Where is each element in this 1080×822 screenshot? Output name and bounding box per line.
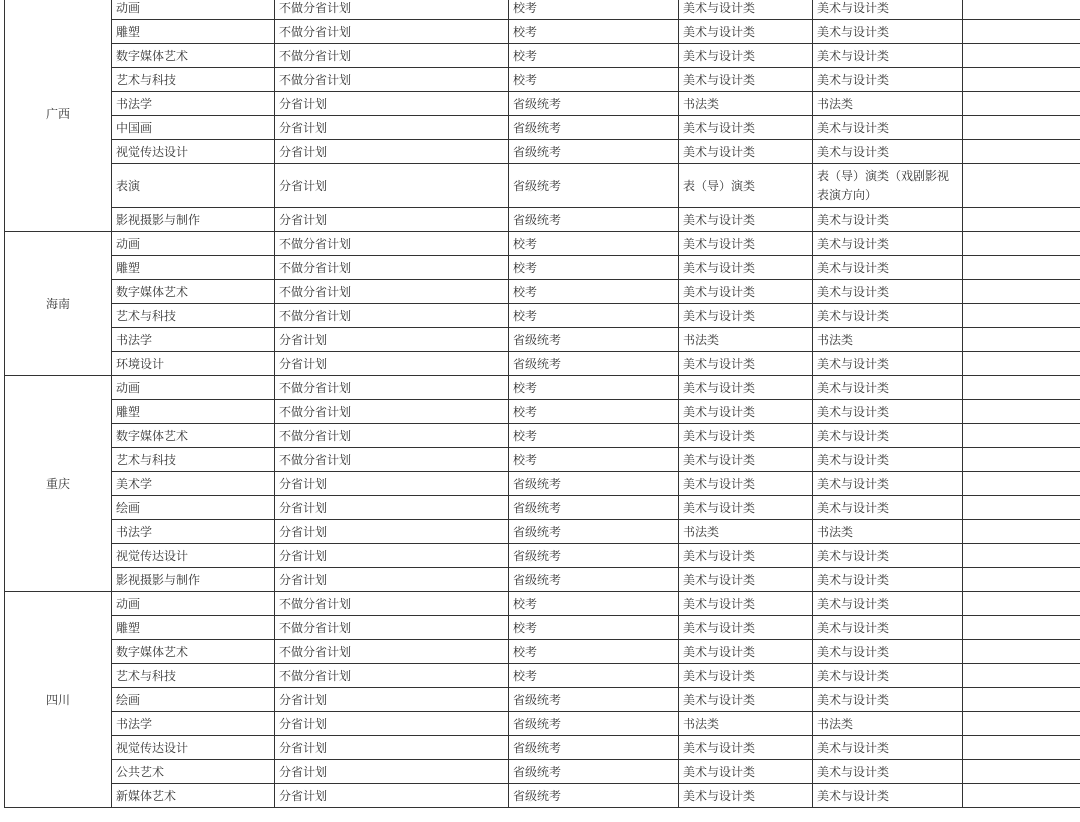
remarks-cell: [963, 376, 1080, 400]
table-row: [5, 760, 1080, 784]
exam-type-cell: 校考: [509, 68, 679, 92]
exam-category-cell: 书法类: [679, 520, 813, 544]
plan-type-cell: 分省计划: [275, 208, 509, 232]
remarks-cell: [963, 304, 1080, 328]
remarks-cell: [963, 400, 1080, 424]
subject-category-cell: 美术与设计类: [813, 496, 963, 520]
exam-type-cell: 省级统考: [509, 496, 679, 520]
admission-plan-table: [4, 0, 1080, 808]
plan-type-cell: 不做分省计划: [275, 640, 509, 664]
plan-type-cell: 不做分省计划: [275, 256, 509, 280]
table-row: [5, 736, 1080, 760]
table-row: [5, 472, 1080, 496]
exam-category-cell: 美术与设计类: [679, 44, 813, 68]
major-cell: 动画: [112, 232, 275, 256]
plan-type-cell: 分省计划: [275, 116, 509, 140]
plan-type-cell: 分省计划: [275, 328, 509, 352]
subject-category-cell: 美术与设计类: [813, 640, 963, 664]
subject-category-cell: 美术与设计类: [813, 352, 963, 376]
plan-type-cell: 分省计划: [275, 164, 509, 208]
major-cell: 动画: [112, 592, 275, 616]
table-row: [5, 688, 1080, 712]
exam-type-cell: 校考: [509, 0, 679, 20]
remarks-cell: [963, 760, 1080, 784]
exam-type-cell: 省级统考: [509, 472, 679, 496]
subject-category-cell: 美术与设计类: [813, 400, 963, 424]
exam-type-cell: 校考: [509, 616, 679, 640]
table-row: [5, 784, 1080, 808]
exam-category-cell: 美术与设计类: [679, 208, 813, 232]
exam-category-cell: 美术与设计类: [679, 140, 813, 164]
remarks-cell: [963, 736, 1080, 760]
exam-type-cell: 校考: [509, 256, 679, 280]
remarks-cell: [963, 520, 1080, 544]
table-row: [5, 520, 1080, 544]
plan-type-cell: 分省计划: [275, 472, 509, 496]
exam-category-cell: 美术与设计类: [679, 256, 813, 280]
major-cell: 绘画: [112, 496, 275, 520]
exam-category-cell: 美术与设计类: [679, 688, 813, 712]
plan-type-cell: 分省计划: [275, 736, 509, 760]
exam-type-cell: 校考: [509, 20, 679, 44]
major-cell: 美术学: [112, 472, 275, 496]
major-cell: 表演: [112, 164, 275, 208]
table-row: [5, 116, 1080, 140]
subject-category-cell: 美术与设计类: [813, 376, 963, 400]
remarks-cell: [963, 664, 1080, 688]
table-row: [5, 352, 1080, 376]
plan-type-cell: 分省计划: [275, 712, 509, 736]
remarks-cell: [963, 92, 1080, 116]
major-cell: 动画: [112, 0, 275, 20]
exam-type-cell: 校考: [509, 640, 679, 664]
plan-type-cell: 分省计划: [275, 544, 509, 568]
table-row: [5, 256, 1080, 280]
plan-type-cell: 不做分省计划: [275, 232, 509, 256]
table-row: [5, 280, 1080, 304]
table-row: [5, 616, 1080, 640]
plan-type-cell: 分省计划: [275, 496, 509, 520]
exam-type-cell: 省级统考: [509, 208, 679, 232]
exam-type-cell: 省级统考: [509, 520, 679, 544]
major-cell: 书法学: [112, 712, 275, 736]
remarks-cell: [963, 712, 1080, 736]
plan-type-cell: 不做分省计划: [275, 68, 509, 92]
plan-type-cell: 不做分省计划: [275, 400, 509, 424]
exam-type-cell: 校考: [509, 44, 679, 68]
plan-type-cell: 分省计划: [275, 140, 509, 164]
major-cell: 雕塑: [112, 616, 275, 640]
remarks-cell: [963, 784, 1080, 808]
subject-category-cell: 书法类: [813, 520, 963, 544]
table-row: [5, 164, 1080, 208]
subject-category-cell: 美术与设计类: [813, 0, 963, 20]
exam-type-cell: 省级统考: [509, 140, 679, 164]
table-row: [5, 68, 1080, 92]
subject-category-cell: 美术与设计类: [813, 140, 963, 164]
exam-category-cell: 美术与设计类: [679, 664, 813, 688]
major-cell: 绘画: [112, 688, 275, 712]
major-cell: 数字媒体艺术: [112, 640, 275, 664]
exam-category-cell: 美术与设计类: [679, 496, 813, 520]
major-cell: 雕塑: [112, 256, 275, 280]
remarks-cell: [963, 472, 1080, 496]
remarks-cell: [963, 568, 1080, 592]
exam-category-cell: 美术与设计类: [679, 280, 813, 304]
exam-type-cell: 校考: [509, 448, 679, 472]
exam-category-cell: 书法类: [679, 712, 813, 736]
table-row: [5, 376, 1080, 400]
exam-type-cell: 省级统考: [509, 352, 679, 376]
plan-type-cell: 不做分省计划: [275, 376, 509, 400]
exam-category-cell: 美术与设计类: [679, 592, 813, 616]
subject-category-cell: 书法类: [813, 92, 963, 116]
subject-category-cell: 美术与设计类: [813, 592, 963, 616]
plan-type-cell: 分省计划: [275, 760, 509, 784]
remarks-cell: [963, 688, 1080, 712]
exam-type-cell: 校考: [509, 400, 679, 424]
plan-type-cell: 分省计划: [275, 784, 509, 808]
subject-category-cell: 美术与设计类: [813, 688, 963, 712]
major-cell: 视觉传达设计: [112, 140, 275, 164]
plan-type-cell: 不做分省计划: [275, 0, 509, 20]
exam-category-cell: 美术与设计类: [679, 68, 813, 92]
exam-category-cell: 美术与设计类: [679, 544, 813, 568]
table-row: [5, 424, 1080, 448]
plan-type-cell: 分省计划: [275, 520, 509, 544]
subject-category-cell: 美术与设计类: [813, 472, 963, 496]
major-cell: 书法学: [112, 520, 275, 544]
exam-type-cell: 省级统考: [509, 736, 679, 760]
remarks-cell: [963, 20, 1080, 44]
exam-category-cell: 美术与设计类: [679, 304, 813, 328]
major-cell: 新媒体艺术: [112, 784, 275, 808]
exam-type-cell: 省级统考: [509, 760, 679, 784]
exam-type-cell: 省级统考: [509, 688, 679, 712]
remarks-cell: [963, 424, 1080, 448]
major-cell: 影视摄影与制作: [112, 568, 275, 592]
exam-type-cell: 校考: [509, 232, 679, 256]
remarks-cell: [963, 68, 1080, 92]
exam-category-cell: 美术与设计类: [679, 568, 813, 592]
exam-category-cell: 书法类: [679, 92, 813, 116]
remarks-cell: [963, 208, 1080, 232]
plan-type-cell: 分省计划: [275, 568, 509, 592]
remarks-cell: [963, 232, 1080, 256]
major-cell: 书法学: [112, 328, 275, 352]
subject-category-cell: 表（导）演类（戏剧影视表演方向）: [813, 164, 963, 208]
exam-category-cell: 美术与设计类: [679, 472, 813, 496]
remarks-cell: [963, 592, 1080, 616]
exam-type-cell: 校考: [509, 376, 679, 400]
remarks-cell: [963, 256, 1080, 280]
plan-type-cell: 不做分省计划: [275, 448, 509, 472]
table-row: [5, 640, 1080, 664]
exam-category-cell: 美术与设计类: [679, 424, 813, 448]
major-cell: 环境设计: [112, 352, 275, 376]
exam-category-cell: 美术与设计类: [679, 736, 813, 760]
table-row: [5, 400, 1080, 424]
exam-category-cell: 美术与设计类: [679, 116, 813, 140]
major-cell: 视觉传达设计: [112, 736, 275, 760]
remarks-cell: [963, 140, 1080, 164]
remarks-cell: [963, 164, 1080, 208]
table-row: [5, 140, 1080, 164]
subject-category-cell: 美术与设计类: [813, 544, 963, 568]
province-cell: 四川: [5, 592, 112, 808]
exam-type-cell: 省级统考: [509, 568, 679, 592]
exam-category-cell: 美术与设计类: [679, 0, 813, 20]
plan-type-cell: 不做分省计划: [275, 304, 509, 328]
subject-category-cell: 美术与设计类: [813, 760, 963, 784]
province-cell: 海南: [5, 232, 112, 376]
table-row: [5, 328, 1080, 352]
subject-category-cell: 美术与设计类: [813, 424, 963, 448]
plan-type-cell: 分省计划: [275, 352, 509, 376]
table-row: [5, 568, 1080, 592]
plan-type-cell: 分省计划: [275, 688, 509, 712]
plan-type-cell: 不做分省计划: [275, 20, 509, 44]
table-row: [5, 20, 1080, 44]
exam-category-cell: 美术与设计类: [679, 760, 813, 784]
major-cell: 雕塑: [112, 400, 275, 424]
subject-category-cell: 美术与设计类: [813, 116, 963, 140]
major-cell: 中国画: [112, 116, 275, 140]
remarks-cell: [963, 280, 1080, 304]
province-cell: 广西: [5, 0, 112, 232]
subject-category-cell: 书法类: [813, 328, 963, 352]
exam-category-cell: 美术与设计类: [679, 400, 813, 424]
table-row: [5, 232, 1080, 256]
major-cell: 数字媒体艺术: [112, 280, 275, 304]
subject-category-cell: 美术与设计类: [813, 280, 963, 304]
table-row: [5, 0, 1080, 20]
subject-category-cell: 美术与设计类: [813, 20, 963, 44]
subject-category-cell: 美术与设计类: [813, 784, 963, 808]
subject-category-cell: 美术与设计类: [813, 68, 963, 92]
subject-category-cell: 美术与设计类: [813, 736, 963, 760]
exam-type-cell: 省级统考: [509, 164, 679, 208]
remarks-cell: [963, 328, 1080, 352]
exam-type-cell: 省级统考: [509, 784, 679, 808]
major-cell: 艺术与科技: [112, 448, 275, 472]
major-cell: 公共艺术: [112, 760, 275, 784]
major-cell: 影视摄影与制作: [112, 208, 275, 232]
major-cell: 动画: [112, 376, 275, 400]
plan-type-cell: 不做分省计划: [275, 664, 509, 688]
major-cell: 书法学: [112, 92, 275, 116]
major-cell: 数字媒体艺术: [112, 44, 275, 68]
major-cell: 艺术与科技: [112, 304, 275, 328]
remarks-cell: [963, 44, 1080, 68]
exam-type-cell: 校考: [509, 592, 679, 616]
subject-category-cell: 美术与设计类: [813, 448, 963, 472]
exam-type-cell: 省级统考: [509, 328, 679, 352]
major-cell: 雕塑: [112, 20, 275, 44]
remarks-cell: [963, 496, 1080, 520]
exam-type-cell: 校考: [509, 280, 679, 304]
exam-category-cell: 表（导）演类: [679, 164, 813, 208]
subject-category-cell: 美术与设计类: [813, 568, 963, 592]
table-row: [5, 712, 1080, 736]
exam-category-cell: 美术与设计类: [679, 232, 813, 256]
plan-type-cell: 不做分省计划: [275, 616, 509, 640]
province-cell: 重庆: [5, 376, 112, 592]
exam-category-cell: 美术与设计类: [679, 448, 813, 472]
exam-category-cell: 书法类: [679, 328, 813, 352]
table-row: [5, 208, 1080, 232]
subject-category-cell: 美术与设计类: [813, 208, 963, 232]
remarks-cell: [963, 640, 1080, 664]
remarks-cell: [963, 352, 1080, 376]
plan-type-cell: 不做分省计划: [275, 592, 509, 616]
table-row: [5, 44, 1080, 68]
plan-type-cell: 分省计划: [275, 92, 509, 116]
exam-type-cell: 省级统考: [509, 712, 679, 736]
remarks-cell: [963, 616, 1080, 640]
remarks-cell: [963, 448, 1080, 472]
plan-type-cell: 不做分省计划: [275, 280, 509, 304]
major-cell: 数字媒体艺术: [112, 424, 275, 448]
major-cell: 艺术与科技: [112, 68, 275, 92]
table-row: [5, 304, 1080, 328]
exam-category-cell: 美术与设计类: [679, 20, 813, 44]
table-row: [5, 92, 1080, 116]
remarks-cell: [963, 0, 1080, 20]
exam-category-cell: 美术与设计类: [679, 640, 813, 664]
subject-category-cell: 美术与设计类: [813, 616, 963, 640]
table-row: [5, 448, 1080, 472]
table-row: [5, 592, 1080, 616]
exam-category-cell: 美术与设计类: [679, 376, 813, 400]
remarks-cell: [963, 116, 1080, 140]
subject-category-cell: 美术与设计类: [813, 664, 963, 688]
table-row: [5, 544, 1080, 568]
subject-category-cell: 美术与设计类: [813, 256, 963, 280]
major-cell: 艺术与科技: [112, 664, 275, 688]
exam-type-cell: 校考: [509, 664, 679, 688]
subject-category-cell: 美术与设计类: [813, 232, 963, 256]
table-row: [5, 664, 1080, 688]
exam-category-cell: 美术与设计类: [679, 616, 813, 640]
remarks-cell: [963, 544, 1080, 568]
exam-type-cell: 省级统考: [509, 92, 679, 116]
subject-category-cell: 美术与设计类: [813, 304, 963, 328]
exam-type-cell: 校考: [509, 304, 679, 328]
major-cell: 视觉传达设计: [112, 544, 275, 568]
plan-type-cell: 不做分省计划: [275, 424, 509, 448]
exam-type-cell: 校考: [509, 424, 679, 448]
table-row: [5, 496, 1080, 520]
subject-category-cell: 美术与设计类: [813, 44, 963, 68]
exam-category-cell: 美术与设计类: [679, 784, 813, 808]
plan-type-cell: 不做分省计划: [275, 44, 509, 68]
exam-type-cell: 省级统考: [509, 116, 679, 140]
subject-category-cell: 书法类: [813, 712, 963, 736]
exam-category-cell: 美术与设计类: [679, 352, 813, 376]
exam-type-cell: 省级统考: [509, 544, 679, 568]
